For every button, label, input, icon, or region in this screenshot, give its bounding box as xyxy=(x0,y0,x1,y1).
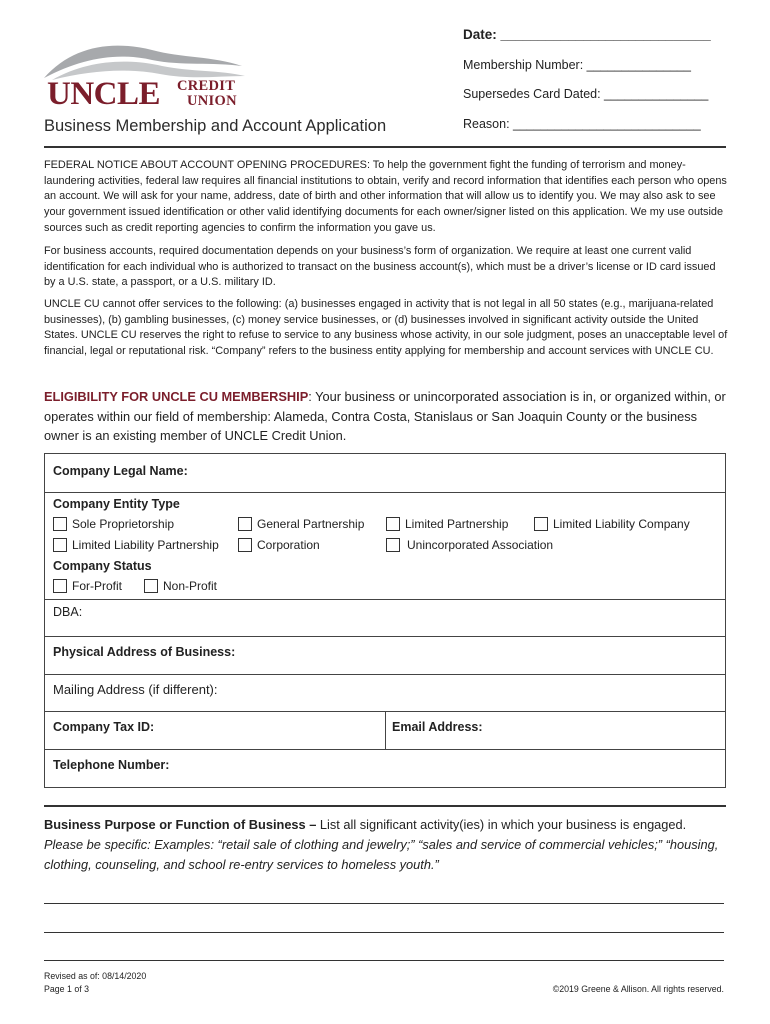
entity-type-label: Company Entity Type xyxy=(53,497,180,511)
uncle-cu-logo xyxy=(42,36,247,114)
logo-credit: CREDIT xyxy=(177,78,236,94)
entity-general-partnership[interactable] xyxy=(238,517,364,531)
status-for-profit[interactable] xyxy=(53,579,122,593)
row-divider xyxy=(45,674,725,675)
option-label: Limited Liability Company xyxy=(553,517,690,531)
option-label: Corporation xyxy=(257,538,320,552)
entity-limited-partnership[interactable] xyxy=(386,517,508,531)
entity-sole-proprietorship[interactable] xyxy=(53,517,174,531)
date-field[interactable]: Date: ____________________________ xyxy=(463,27,711,42)
business-purpose-section xyxy=(44,815,734,875)
purpose-heading xyxy=(44,815,734,835)
purpose-answer-line-3[interactable] xyxy=(44,960,724,961)
federal-notice: FEDERAL NOTICE ABOUT ACCOUNT OPENING PROCEDURES: To help the government fight the funding of terrorism and money-laundering activities, federal law requires all financial institutions to obtain, verify and record information that identifies each person who opens an account. We will ask for your name, address, date of birth and other information that will allow us to identify you. We may also ask to see your government issued identification or other valid identifying documents for each owner/signer listed on this application. We my use outside sources such as credit reporting agencies to confirm the information you gave us. xyxy=(44,159,727,234)
checkbox-icon[interactable] xyxy=(386,517,400,531)
checkbox-icon[interactable] xyxy=(534,517,548,531)
entity-corporation[interactable] xyxy=(238,538,320,552)
company-info-form xyxy=(44,453,726,788)
option-label: Non-Profit xyxy=(163,579,218,593)
dba-label: DBA: xyxy=(53,605,83,619)
status-non-profit[interactable] xyxy=(144,579,217,593)
logo-wordmark: UNCLE xyxy=(47,76,161,112)
eligibility-section xyxy=(44,387,734,446)
eligibility-label: ELIGIBILITY FOR UNCLE CU MEMBERSHIP xyxy=(44,389,309,404)
footer-left xyxy=(44,970,146,996)
tax-id-label: Company Tax ID: xyxy=(53,720,155,734)
checkbox-icon[interactable] xyxy=(53,517,67,531)
company-status-label: Company Status xyxy=(53,559,152,573)
entity-unincorporated-association[interactable] xyxy=(386,538,553,552)
business-docs-notice: For business accounts, required documentation depends on your business’s form of organization. We require at least one current valid identification for each individual who is authorized to transact on the business account(s), which must be a driver’s license or ID card issued by a U.S. state, a passport, or a U.S. military ID. xyxy=(44,245,716,289)
legal-name-label: Company Legal Name: xyxy=(53,464,188,478)
option-label: Sole Proprietorship xyxy=(72,517,175,531)
checkbox-icon[interactable] xyxy=(238,538,252,552)
section-divider xyxy=(44,805,726,807)
page-number: Page 1 of 3 xyxy=(44,984,89,994)
revised-date: Revised as of: 08/14/2020 xyxy=(44,971,147,981)
row-divider xyxy=(45,492,725,493)
column-divider xyxy=(385,711,386,749)
option-label: Limited Partnership xyxy=(405,517,509,531)
purpose-text: List all significant activity(ies) in which your business is engaged. xyxy=(316,817,687,832)
option-label: For-Profit xyxy=(72,579,123,593)
reason-field[interactable]: Reason: ___________________________ xyxy=(463,117,701,131)
restrictions-notice: UNCLE CU cannot offer services to the following: (a) businesses engaged in activity that is not legal in all 50 states (e.g., marijuana-related businesses), (b) gambling businesses, (c) money service businesses, or (d) businesses involved in significant activity outside the United States. UNCLE CU reserves the right to refuse to service to any business whose activity, in our sole judgment, poses an unacceptable level of financial, legal or reputational risk. “Company” refers to the business entity applying for membership and account services with UNCLE CU. xyxy=(44,298,728,358)
purpose-label: Business Purpose or Function of Business – xyxy=(44,817,317,832)
checkbox-icon[interactable] xyxy=(53,538,67,552)
logo-subtitle xyxy=(177,79,237,109)
membership-number-field[interactable]: Membership Number: _______________ xyxy=(463,58,691,72)
supersedes-card-field[interactable]: Supersedes Card Dated: _______________ xyxy=(463,87,709,101)
purpose-example xyxy=(44,835,734,875)
row-divider xyxy=(45,749,725,750)
checkbox-icon[interactable] xyxy=(53,579,67,593)
document-title: Business Membership and Account Application xyxy=(44,117,387,135)
checkbox-icon[interactable] xyxy=(238,517,252,531)
eligibility-text: : Your business or unincorporated association is in, or organized within, or operates within our field of membership: Alameda, Contra Costa, Stanislaus or San Joaquin County or the business owner is an existing member of UNCLE Credit Union. xyxy=(44,389,726,443)
row-divider xyxy=(45,599,725,600)
checkbox-icon[interactable] xyxy=(144,579,158,593)
purpose-answer-line-1[interactable] xyxy=(44,903,724,904)
purpose-example-text: Please be specific: Examples: “retail sale of clothing and jewelry;” “sales and service of commercial vehicles;” “housing, clothing, counseling, and school re-entry services to homeless youth.” xyxy=(44,837,719,872)
logo-union: UNION xyxy=(187,93,237,109)
entity-llp[interactable] xyxy=(53,538,219,552)
header-divider xyxy=(44,146,726,148)
row-divider xyxy=(45,636,725,637)
physical-address-label: Physical Address of Business: xyxy=(53,645,236,659)
copyright: ©2019 Greene & Allison. All rights reserved. xyxy=(552,984,724,994)
option-label: Limited Liability Partnership xyxy=(72,538,219,552)
checkbox-icon[interactable] xyxy=(386,538,400,552)
option-label: Unincorporated Association xyxy=(407,538,554,552)
purpose-answer-line-2[interactable] xyxy=(44,932,724,933)
mailing-address-label: Mailing Address (if different): xyxy=(53,682,218,697)
option-label: General Partnership xyxy=(257,517,365,531)
email-label: Email Address: xyxy=(392,720,483,734)
telephone-label: Telephone Number: xyxy=(53,758,170,772)
entity-llc[interactable] xyxy=(534,517,690,531)
